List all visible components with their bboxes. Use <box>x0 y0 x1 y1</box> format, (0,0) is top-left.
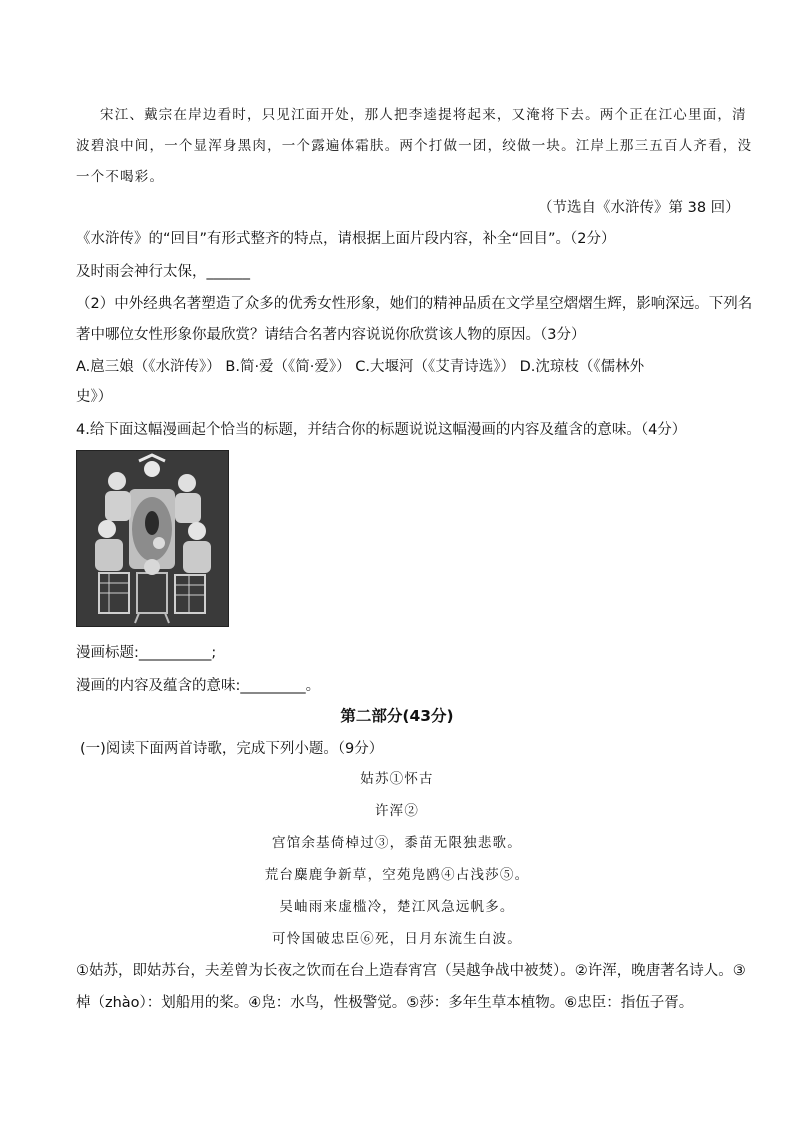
part-2-heading: 第二部分(43分) <box>340 707 454 725</box>
poem-line-3: 吴岫雨来虚槛冷，楚江风急远帆多。 <box>279 899 515 915</box>
comic-illustration-icon <box>77 451 228 626</box>
question-1-blank: 及时雨会神行太保，______ <box>76 264 250 280</box>
question-1-prompt: 《水浒传》的“回目”有形式整齐的特点，请根据上面片段内容，补全“回目”。（2分） <box>76 231 616 247</box>
notes-line-2: 棹（zhào）：划船用的桨。④凫：水鸟，性极警觉。⑤莎：多年生草本植物。⑥忠臣：指伍子胥。 <box>76 995 694 1011</box>
question-2-line-2: 著中哪位女性形象你最欣赏？请结合名著内容说说你欣赏该人物的原因。（3分） <box>76 327 586 343</box>
question-2-options-cont: 史》） <box>76 389 113 405</box>
notes-line-1: ①姑苏，即姑苏台，夫差曾为长夜之饮而在台上造春宵宫（吴越争战中被焚）。②许浑，晚唐著名诗人。③ <box>76 963 746 979</box>
poem-line-1: 宫馆余基倚棹过③，黍苗无限独悲歌。 <box>272 835 522 851</box>
poem-line-4: 可怜国破忠臣⑥死，日月东流生白波。 <box>272 931 522 947</box>
comic-meaning-blank: 漫画的内容及蕴含的意味:_________。 <box>76 678 321 694</box>
comic-title-blank: 漫画标题:__________; <box>76 645 217 661</box>
passage-source: （节选自《水浒传》第 38 回） <box>538 200 740 216</box>
question-4-prompt: 4.给下面这幅漫画起个恰当的标题，并结合你的标题说说这幅漫画的内容及蕴含的意味。（4分） <box>76 422 687 438</box>
question-2-options: A.扈三娘（《水浒传》） B.简·爱（《简·爱》） C.大堰河（《艾青诗选》） D.沈琼枝（《儒林外 <box>76 359 645 375</box>
question-2-line-1: （2）中外经典名著塑造了众多的优秀女性形象，她们的精神品质在文学星空熠熠生辉，影响深远。下列名 <box>76 296 753 312</box>
comic-image <box>76 450 229 627</box>
passage-line-2: 波碧浪中间，一个显浑身黑肉，一个露遍体霜肤。两个打做一团，绞做一块。江岸上那三五百人齐看，没 <box>76 138 753 154</box>
poem-line-2: 荒台麋鹿争新草，空苑凫鸥④占浅莎⑤。 <box>264 867 530 883</box>
passage-line-1: 宋江、戴宗在岸边看时，只见江面开处，那人把李逵提将起来，又淹将下去。两个正在江心里面，清 <box>100 107 747 123</box>
poem-title: 姑苏①怀古 <box>360 771 434 787</box>
part-2-intro: (一)阅读下面两首诗歌，完成下列小题。（9分） <box>80 741 384 757</box>
poem-author: 许浑② <box>374 803 420 819</box>
passage-line-3: 一个不喝彩。 <box>76 169 165 185</box>
